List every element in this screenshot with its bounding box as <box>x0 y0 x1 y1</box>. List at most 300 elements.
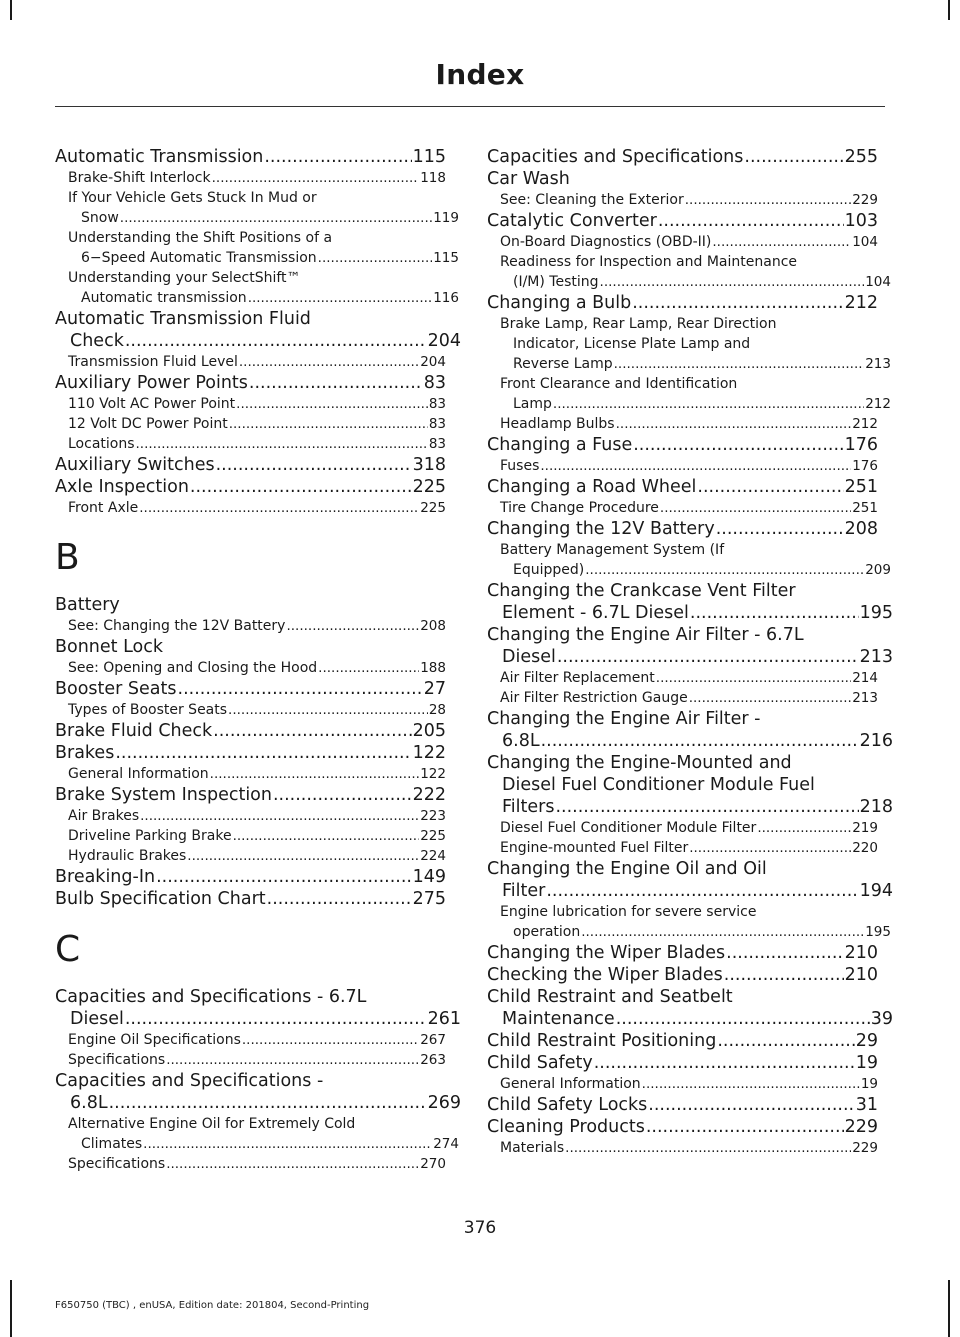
entry-line <box>487 942 878 964</box>
page-ref[interactable]: 274 <box>433 1136 459 1152</box>
leader-dots <box>212 168 420 188</box>
entry-text: Changing the Engine Air Filter - 6.7L <box>487 625 804 645</box>
page-ref[interactable]: 213 <box>852 690 878 706</box>
index-entry[interactable] <box>55 866 446 888</box>
index-entry[interactable] <box>55 720 446 742</box>
index-entry[interactable] <box>487 752 893 818</box>
entry-line <box>500 456 878 476</box>
page-ref[interactable]: 251 <box>844 477 878 497</box>
page-ref[interactable]: 27 <box>423 679 446 699</box>
entry-line <box>68 414 446 434</box>
entry-line <box>500 688 878 708</box>
entry-text: Air Filter Restriction Gauge <box>500 690 688 706</box>
index-subentry[interactable] <box>487 1138 878 1158</box>
leader-dots <box>724 964 844 986</box>
entry-line <box>55 454 446 476</box>
page-ref[interactable]: 224 <box>420 848 446 864</box>
entry-line <box>68 1154 446 1174</box>
entry-text: Filter <box>502 881 546 901</box>
entry-line <box>55 372 446 394</box>
index-subentry[interactable] <box>487 498 878 518</box>
entry-line <box>487 434 878 456</box>
entry-text: Changing a Fuse <box>487 435 633 455</box>
entry-text: Indicator, License Plate Lamp and <box>513 336 751 352</box>
index-entry[interactable] <box>487 1052 878 1074</box>
entry-line <box>487 292 878 314</box>
entry-text: 6−Speed Automatic Transmission <box>81 250 317 266</box>
entry-text: Changing the Crankcase Vent Filter <box>487 581 796 601</box>
page-ref[interactable]: 267 <box>420 1032 446 1048</box>
leader-dots <box>648 1094 854 1116</box>
title-rule <box>55 106 885 107</box>
leader-dots <box>646 1116 844 1138</box>
entry-line <box>55 784 446 806</box>
entry-line <box>487 602 893 624</box>
leader-dots <box>115 742 411 764</box>
page-ref[interactable]: 195 <box>859 603 893 623</box>
page-ref[interactable]: 223 <box>420 808 446 824</box>
index-subentry[interactable] <box>55 268 459 308</box>
index-entry[interactable] <box>55 146 446 168</box>
leader-dots <box>216 454 412 476</box>
index-subentry[interactable] <box>55 414 446 434</box>
index-subentry[interactable] <box>55 1114 459 1154</box>
entry-text: Child Safety <box>487 1053 593 1073</box>
index-entry[interactable] <box>55 678 446 700</box>
entry-text: Automatic Transmission <box>55 147 264 167</box>
index-subentry[interactable] <box>487 902 891 942</box>
entry-line <box>68 700 446 720</box>
entry-text: See: Cleaning the Exterior <box>500 192 684 208</box>
index-entry[interactable] <box>55 636 446 658</box>
leader-dots <box>190 476 412 498</box>
index-subentry[interactable] <box>487 232 878 252</box>
leader-dots <box>744 146 843 168</box>
page-ref[interactable]: 275 <box>412 889 446 909</box>
entry-text: Specifications <box>68 1052 166 1068</box>
index-subentry[interactable] <box>487 818 878 838</box>
page-ref[interactable]: 188 <box>420 660 446 676</box>
page-ref[interactable]: 229 <box>852 192 878 208</box>
entry-line <box>55 330 461 352</box>
index-entry[interactable] <box>487 1030 878 1052</box>
index-entry[interactable] <box>55 888 446 910</box>
page-ref[interactable]: 116 <box>433 290 459 306</box>
index-subentry[interactable] <box>55 616 446 636</box>
crop-mark <box>10 0 12 20</box>
index-subentry[interactable] <box>487 414 878 434</box>
index-entry[interactable] <box>55 986 461 1030</box>
index-entry[interactable] <box>55 784 446 806</box>
entry-line <box>487 646 893 668</box>
index-entry[interactable] <box>487 858 893 902</box>
leader-dots <box>140 806 419 826</box>
page-ref[interactable]: 115 <box>433 250 459 266</box>
page-ref[interactable]: 255 <box>844 147 878 167</box>
entry-line <box>68 352 446 372</box>
page-ref[interactable]: 208 <box>844 519 878 539</box>
index-entry[interactable] <box>487 1116 878 1138</box>
entry-line <box>55 636 446 658</box>
page-ref[interactable]: 225 <box>412 477 446 497</box>
index-subentry[interactable] <box>55 764 446 784</box>
entry-text: Brake-Shift Interlock <box>68 170 211 186</box>
page-ref[interactable]: 205 <box>412 721 446 741</box>
leader-dots <box>726 942 843 964</box>
entry-line <box>500 818 878 838</box>
leader-dots <box>273 784 412 806</box>
leader-dots <box>616 1008 870 1030</box>
crop-mark <box>948 0 950 20</box>
entry-text: Snow <box>81 210 119 226</box>
page-ref[interactable]: 122 <box>412 743 446 763</box>
page-ref[interactable]: 122 <box>420 766 446 782</box>
entry-text: Battery Management System (If <box>500 542 725 558</box>
index-entry[interactable] <box>487 580 893 624</box>
page-ref[interactable]: 176 <box>844 435 878 455</box>
leader-dots <box>540 456 851 476</box>
leader-dots <box>166 1050 419 1070</box>
page-ref[interactable]: 251 <box>852 500 878 516</box>
entry-text: General Information <box>68 766 209 782</box>
page-ref[interactable]: 19 <box>860 1076 878 1092</box>
entry-text: Automatic transmission <box>81 290 247 306</box>
page-ref[interactable]: 28 <box>428 702 446 718</box>
entry-text: Understanding your SelectShift™ <box>68 270 301 286</box>
index-subentry[interactable] <box>487 688 878 708</box>
page-ref[interactable]: 31 <box>855 1095 878 1115</box>
entry-text: Maintenance <box>502 1009 615 1029</box>
page-ref[interactable]: 39 <box>870 1009 893 1029</box>
entry-line <box>487 146 878 168</box>
index-subentry[interactable] <box>487 838 878 858</box>
entry-line <box>68 168 446 188</box>
page-ref[interactable]: 229 <box>852 1140 878 1156</box>
entry-line <box>55 720 446 742</box>
index-entry[interactable] <box>487 708 893 752</box>
page-ref[interactable]: 149 <box>412 867 446 887</box>
entry-text: Capacities and Specifications - <box>55 1071 324 1091</box>
leader-dots <box>632 292 843 314</box>
entry-line <box>55 594 446 616</box>
index-entry[interactable] <box>55 454 446 476</box>
entry-line <box>68 248 459 268</box>
leader-dots <box>236 394 428 414</box>
entry-text: Changing a Road Wheel <box>487 477 697 497</box>
index-subentry[interactable] <box>55 1050 446 1070</box>
page-ref[interactable]: 219 <box>852 820 878 836</box>
leader-dots <box>557 646 859 668</box>
entry-text: 6.8L <box>502 731 540 751</box>
leader-dots <box>546 880 858 902</box>
page-ref[interactable]: 29 <box>855 1031 878 1051</box>
section-letter: B <box>55 537 80 578</box>
index-subentry[interactable] <box>55 188 459 228</box>
entry-line <box>487 476 878 498</box>
leader-dots <box>690 602 859 624</box>
leader-dots <box>267 888 412 910</box>
page-ref[interactable]: 269 <box>427 1093 461 1113</box>
leader-dots <box>178 678 423 700</box>
index-entry[interactable] <box>487 476 878 498</box>
entry-text: Locations <box>68 436 135 452</box>
index-subentry[interactable] <box>55 434 446 454</box>
index-entry[interactable] <box>487 964 878 986</box>
page-ref[interactable]: 218 <box>859 797 893 817</box>
leader-dots <box>697 476 843 498</box>
page-ref[interactable]: 209 <box>865 562 891 578</box>
entry-line <box>500 1138 878 1158</box>
entry-line <box>68 658 446 678</box>
index-subentry[interactable] <box>55 700 446 720</box>
index-subentry[interactable] <box>55 1154 446 1174</box>
entry-text: Readiness for Inspection and Maintenance <box>500 254 798 270</box>
page-ref[interactable]: 263 <box>420 1052 446 1068</box>
page-ref[interactable]: 318 <box>412 455 446 475</box>
index-entry[interactable] <box>487 146 878 168</box>
entry-text: See: Changing the 12V Battery <box>68 618 286 634</box>
index-subentry[interactable] <box>55 806 446 826</box>
page-ref[interactable]: 225 <box>420 828 446 844</box>
page-ref[interactable]: 212 <box>844 293 878 313</box>
entry-text: Cleaning Products <box>487 1117 645 1137</box>
page-ref[interactable]: 176 <box>852 458 878 474</box>
page-ref[interactable]: 225 <box>420 500 446 516</box>
entry-text: 6.8L <box>70 1093 108 1113</box>
index-entry[interactable] <box>487 518 878 540</box>
entry-text: Tire Change Procedure <box>500 500 659 516</box>
index-entry[interactable] <box>55 372 446 394</box>
page-ref[interactable]: 195 <box>865 924 891 940</box>
entry-text: 12 Volt DC Power Point <box>68 416 228 432</box>
entry-text: Automatic Transmission Fluid <box>55 309 311 329</box>
entry-line <box>55 678 446 700</box>
leader-dots <box>318 248 433 268</box>
index-entry[interactable] <box>55 742 446 764</box>
entry-text: Air Filter Replacement <box>500 670 655 686</box>
entry-line <box>55 146 446 168</box>
entry-text: Hydraulic Brakes <box>68 848 187 864</box>
page-ref[interactable]: 103 <box>844 211 878 231</box>
entry-line <box>487 730 893 752</box>
index-subentry[interactable] <box>55 352 446 372</box>
index-subentry[interactable] <box>55 1030 446 1050</box>
page-ref[interactable]: 213 <box>859 647 893 667</box>
index-subentry[interactable] <box>487 1074 878 1094</box>
entry-line <box>55 476 446 498</box>
entry-text: Diesel Fuel Conditioner Module Filter <box>500 820 757 836</box>
index-entry[interactable] <box>55 476 446 498</box>
entry-line <box>500 922 891 942</box>
page-ref[interactable]: 83 <box>428 396 446 412</box>
page-ref[interactable]: 220 <box>852 840 878 856</box>
page-ref[interactable]: 261 <box>427 1009 461 1029</box>
page-ref[interactable]: 210 <box>844 965 878 985</box>
entry-text: Check <box>70 331 124 351</box>
entry-line <box>500 838 878 858</box>
entry-text: Auxiliary Switches <box>55 455 215 475</box>
entry-text: Child Restraint and Seatbelt <box>487 987 733 1007</box>
footer-text: F650750 (TBC) , enUSA, Edition date: 201804, Second-Printing <box>55 1300 370 1311</box>
page-number: 376 <box>463 1218 497 1238</box>
leader-dots <box>685 190 851 210</box>
entry-text: Types of Booster Seats <box>68 702 228 718</box>
page-ref[interactable]: 104 <box>852 234 878 250</box>
index-entry[interactable] <box>487 292 878 314</box>
index-entry[interactable] <box>487 986 893 1030</box>
page-title: Index <box>435 58 525 91</box>
entry-text: Understanding the Shift Positions of a <box>68 230 333 246</box>
entry-line <box>487 1030 878 1052</box>
page-ref[interactable]: 115 <box>412 147 446 167</box>
index-entry[interactable] <box>55 594 446 616</box>
entry-line <box>68 434 446 454</box>
page-ref[interactable]: 208 <box>420 618 446 634</box>
entry-line <box>68 806 446 826</box>
index-subentry[interactable] <box>55 498 446 518</box>
page-ref[interactable]: 204 <box>427 331 461 351</box>
page-ref[interactable]: 119 <box>433 210 459 226</box>
index-subentry[interactable] <box>55 846 446 866</box>
leader-dots <box>228 700 428 720</box>
index-subentry[interactable] <box>487 190 878 210</box>
entry-text: Breaking-In <box>55 867 156 887</box>
entry-line <box>68 764 446 784</box>
entry-text: Axle Inspection <box>55 477 189 497</box>
index-entry[interactable] <box>487 624 893 668</box>
entry-line <box>487 210 878 232</box>
entry-text: Headlamp Bulbs <box>500 416 615 432</box>
leader-dots <box>614 354 865 374</box>
index-column-right <box>487 146 893 1158</box>
page-ref[interactable]: 19 <box>855 1053 878 1073</box>
entry-line <box>500 668 878 688</box>
index-subentry[interactable] <box>55 658 446 678</box>
entry-text: Engine lubrication for severe service <box>500 904 757 920</box>
leader-dots <box>233 826 420 846</box>
entry-text: See: Opening and Closing the Hood <box>68 660 318 676</box>
entry-text: Reverse Lamp <box>513 356 613 372</box>
entry-line <box>68 616 446 636</box>
page-ref[interactable]: 270 <box>420 1156 446 1172</box>
page-ref[interactable]: 83 <box>423 373 446 393</box>
page-ref[interactable]: 229 <box>844 1117 878 1137</box>
entry-text: Car Wash <box>487 169 570 189</box>
index-entry[interactable] <box>55 308 461 352</box>
page-ref[interactable]: 212 <box>852 416 878 432</box>
entry-line <box>500 272 891 292</box>
entry-text: Brake System Inspection <box>55 785 272 805</box>
entry-text: Brake Fluid Check <box>55 721 213 741</box>
leader-dots <box>689 838 851 858</box>
index-subentry[interactable] <box>487 314 891 374</box>
leader-dots <box>553 394 864 414</box>
entry-text: Child Restraint Positioning <box>487 1031 717 1051</box>
entry-line <box>487 168 878 190</box>
leader-dots <box>594 1052 855 1074</box>
leader-dots <box>187 846 419 866</box>
entry-text: Specifications <box>68 1156 166 1172</box>
index-subentry[interactable] <box>487 540 891 580</box>
entry-line <box>55 742 446 764</box>
index-subentry[interactable] <box>487 668 878 688</box>
leader-dots <box>156 866 412 888</box>
index-subentry[interactable] <box>55 168 446 188</box>
entry-text: Capacities and Specifications <box>487 147 744 167</box>
index-subentry[interactable] <box>55 826 446 846</box>
entry-text: Brake Lamp, Rear Lamp, Rear Direction <box>500 316 777 332</box>
page-ref[interactable]: 214 <box>852 670 878 686</box>
leader-dots <box>555 796 858 818</box>
index-entry[interactable] <box>487 168 878 190</box>
entry-text: Driveline Parking Brake <box>68 828 232 844</box>
index-entry[interactable] <box>487 942 878 964</box>
leader-dots <box>248 288 433 308</box>
crop-mark <box>948 1280 950 1337</box>
entry-line <box>487 880 893 902</box>
index-entry[interactable] <box>487 210 878 232</box>
entry-text: Diesel <box>502 647 556 667</box>
entry-line <box>487 1094 878 1116</box>
entry-line <box>487 1116 878 1138</box>
entry-text: Diesel Fuel Conditioner Module Fuel <box>502 775 815 795</box>
index-entry[interactable] <box>487 1094 878 1116</box>
page-ref[interactable]: 213 <box>865 356 891 372</box>
page-ref[interactable]: 118 <box>420 170 446 186</box>
section-letter: C <box>55 929 81 970</box>
entry-text: Catalytic Converter <box>487 211 657 231</box>
index-entry[interactable] <box>487 434 878 456</box>
entry-line <box>68 1050 446 1070</box>
index-subentry[interactable] <box>487 456 878 476</box>
page-ref[interactable]: 104 <box>865 274 891 290</box>
page-ref[interactable]: 216 <box>859 731 893 751</box>
leader-dots <box>642 1074 860 1094</box>
leader-dots <box>166 1154 419 1174</box>
entry-text: Diesel <box>70 1009 124 1029</box>
page-ref[interactable]: 222 <box>412 785 446 805</box>
entry-line <box>487 518 878 540</box>
entry-text: Air Brakes <box>68 808 140 824</box>
leader-dots <box>541 730 859 752</box>
entry-text: (I/M) Testing <box>513 274 599 290</box>
crop-mark <box>10 1280 12 1337</box>
index-subentry[interactable] <box>55 228 459 268</box>
index-entry[interactable] <box>55 1070 461 1114</box>
page-ref[interactable]: 204 <box>420 354 446 370</box>
entry-text: Changing the Engine Oil and Oil <box>487 859 767 879</box>
leader-dots <box>239 352 419 372</box>
entry-line <box>500 498 878 518</box>
entry-text: Changing the Engine Air Filter - <box>487 709 761 729</box>
page-ref[interactable]: 194 <box>859 881 893 901</box>
entry-line <box>500 190 878 210</box>
page-ref[interactable]: 83 <box>428 416 446 432</box>
leader-dots <box>120 208 432 228</box>
index-subentry[interactable] <box>55 394 446 414</box>
leader-dots <box>242 1030 419 1050</box>
entry-line <box>68 846 446 866</box>
leader-dots <box>125 330 427 352</box>
page-ref[interactable]: 212 <box>865 396 891 412</box>
entry-line <box>487 1008 893 1030</box>
index-subentry[interactable] <box>487 374 891 414</box>
page-ref[interactable]: 83 <box>428 436 446 452</box>
entry-text: Front Axle <box>68 500 139 516</box>
page-ref[interactable]: 210 <box>844 943 878 963</box>
index-subentry[interactable] <box>487 252 891 292</box>
leader-dots <box>318 658 419 678</box>
